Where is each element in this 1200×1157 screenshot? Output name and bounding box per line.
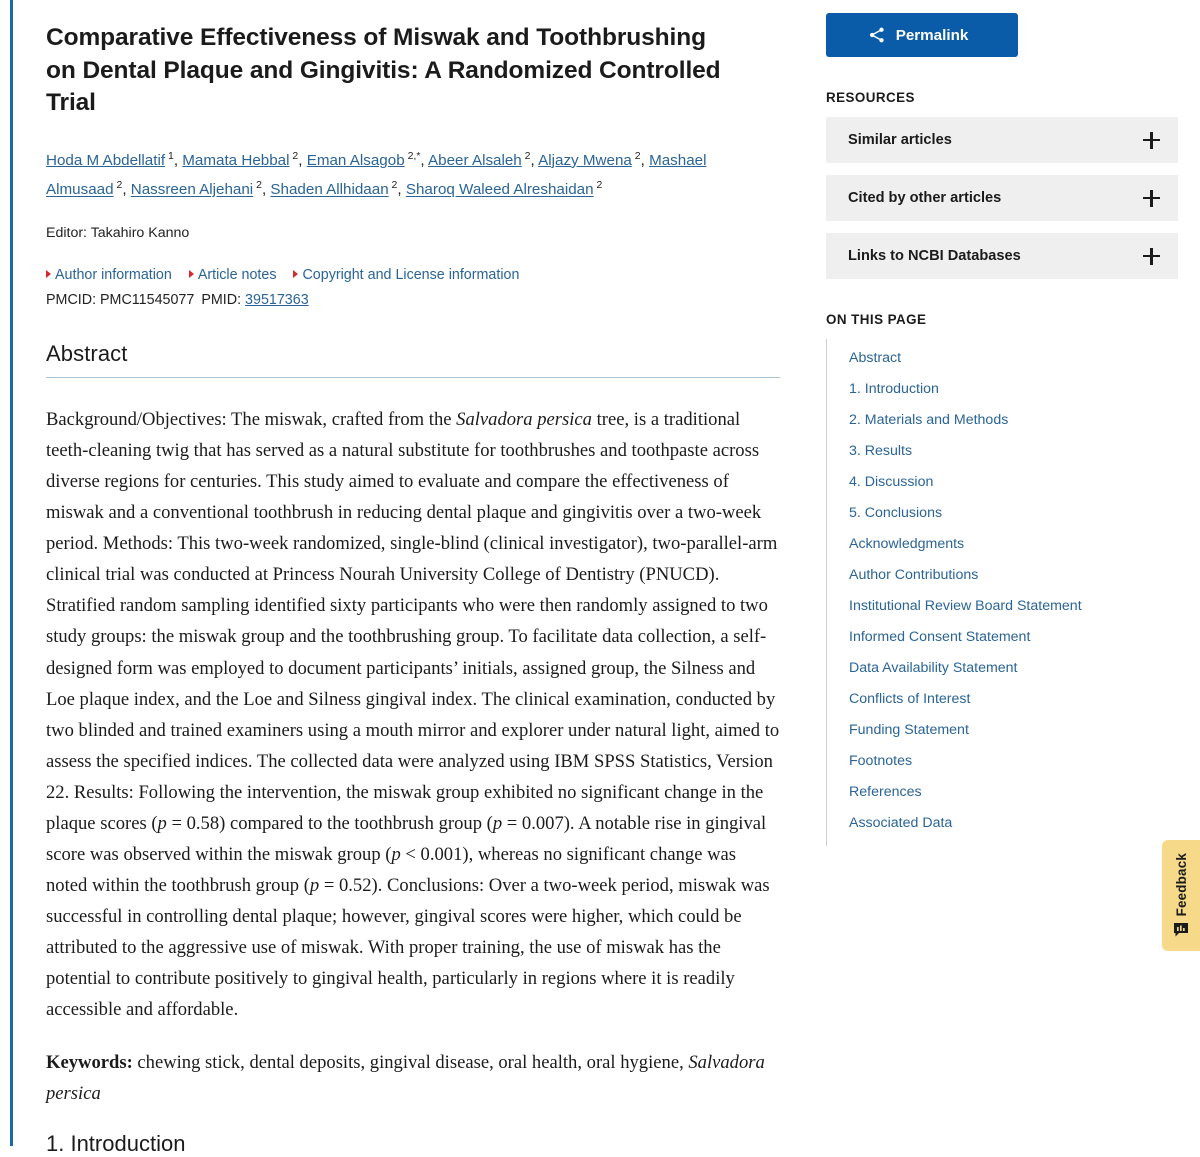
- triangle-right-icon: [46, 270, 51, 278]
- plus-icon: [1143, 132, 1160, 149]
- italic-text: p: [391, 843, 401, 865]
- article-sidebar: [810, 0, 1200, 1146]
- keywords-italic-term: Salvadora persica: [46, 1052, 765, 1105]
- on-this-page-link[interactable]: 2. Materials and Methods: [849, 412, 1009, 429]
- italic-text: p: [157, 812, 167, 834]
- on-this-page-label: ON THIS PAGE: [826, 312, 927, 327]
- feedback-tab[interactable]: [1162, 840, 1200, 951]
- author-affiliation-marker: 2: [253, 179, 262, 192]
- editor-line: Editor: Takahiro Kanno: [46, 225, 190, 242]
- on-this-page-link[interactable]: References: [849, 784, 922, 801]
- on-this-page-link[interactable]: 4. Discussion: [849, 474, 934, 491]
- accordion-cited-by-other-articles-label: Cited by other articles: [848, 190, 1002, 206]
- on-this-page-link[interactable]: Author Contributions: [849, 567, 979, 584]
- author-affiliation-marker: 2,*: [404, 149, 421, 162]
- expand-author-information[interactable]: [46, 267, 172, 283]
- author-link[interactable]: Nassreen Aljehani: [130, 181, 254, 199]
- chart-comment-icon: [1173, 922, 1189, 938]
- author-link[interactable]: Shaden Allhidaan: [270, 181, 389, 199]
- author-link[interactable]: Sharoq Waleed Alreshaidan: [405, 181, 594, 199]
- abstract-paragraph: Background/Objectives: The miswak, crafted from the Salvadora persica tree, is a traditional teeth-cleaning twig that has served as a natural substitute for toothbrushes and toothpaste across diverse regions for centuries. This study aimed to evaluate and compare the effectiveness of miswak and a conventional toothbrush in reducing dental plaque and gingivitis over a two-week period. Methods: This two-week randomized, single-blind (clinical investigator), two-parallel-arm clinical trial was conducted at Princess Nourah University College of Dentistry (PNUCD). Stratified random sampling identified sixty participants who were then randomly assigned to two study groups: the miswak group and the toothbrushing group. To facilitate data collection, a self-designed form was employed to document participants’ initials, assigned group, the Silness and Loe plaque index, and the Loe and Silness gingival index. The clinical examination, conducted by two blinded and trained examiners using a mouth mirror and explorer under natural light, aimed to assess the specified indices. The collected data were analyzed using IBM SPSS Statistics, Version 22. Results: Following the intervention, the miswak group exhibited no significant change in the plaque scores (p = 0.58) compared to the toothbrush group (p = 0.007). A notable rise in gingival score was observed within the miswak group (p < 0.001), whereas no significant change was noted within the toothbrush group (p = 0.52). Conclusions: Over a two-week period, miswak was successful in controlling dental plaque; however, gingival scores were higher, which could be attributed to the aggressive use of miswak. With proper training, the use of miswak has the potential to contribute positively to gingival health, particularly in regions where it is readily accessible and affordable.: [46, 409, 780, 1021]
- expand-article-notes-label: Article notes: [197, 267, 277, 284]
- keywords-label: Keywords:: [46, 1052, 133, 1074]
- accordion-links-to-ncbi-databases-label: Links to NCBI Databases: [848, 248, 1021, 264]
- on-this-page-link[interactable]: Abstract: [849, 350, 902, 366]
- on-this-page-link[interactable]: 1. Introduction: [849, 381, 939, 398]
- pmcid-value: PMCID: PMC11545077: [46, 292, 195, 309]
- author-list: Hoda M Abdellatif $^1$, Mamata Hebbal $^2$, Eman Alsagob $^{2,*}$, Abeer Alsaleh $^2$, Aljazy Mwena $^2$, Mashael Almusaad $^2$, Nassreen Aljehani $^2$, Shaden Allhidaan $^2$, Sharoq Waleed Alreshaidan $^2$: [46, 149, 707, 199]
- author-affiliation-marker: 2: [388, 179, 398, 192]
- on-this-page-link[interactable]: Footnotes: [849, 753, 913, 770]
- author-link[interactable]: Mamata Hebbal: [182, 151, 290, 169]
- abstract-heading-rule: [46, 377, 780, 378]
- accordion-cited-by-other-articles[interactable]: [826, 175, 1178, 221]
- author-affiliation-marker: 2: [631, 149, 641, 162]
- author-affiliation-marker: 2: [593, 179, 603, 192]
- resources-accordion: [826, 117, 1168, 279]
- on-this-page-link[interactable]: 5. Conclusions: [849, 505, 943, 522]
- on-this-page-link[interactable]: 3. Results: [849, 443, 913, 460]
- on-this-page-link[interactable]: Acknowledgments: [849, 536, 965, 553]
- author-affiliation-marker: 2: [521, 149, 531, 162]
- expand-copyright-license[interactable]: [293, 267, 519, 283]
- permalink-button-label: Permalink: [895, 26, 969, 44]
- plus-icon: [1143, 190, 1160, 207]
- triangle-right-icon: [189, 270, 194, 278]
- triangle-right-icon: [293, 270, 298, 278]
- accordion-similar-articles-label: Similar articles: [848, 132, 952, 148]
- on-this-page-link[interactable]: Data Availability Statement: [849, 660, 1018, 677]
- expand-article-notes[interactable]: [189, 267, 277, 283]
- on-this-page-link[interactable]: Associated Data: [849, 815, 953, 832]
- permalink-button[interactable]: [826, 13, 1018, 57]
- author-link[interactable]: Mashael Almusaad: [46, 151, 707, 199]
- expand-links-row: [46, 267, 780, 283]
- introduction-heading: 1. Introduction: [46, 1131, 186, 1157]
- italic-text: Salvadora persica: [456, 409, 592, 431]
- share-icon: [868, 26, 886, 44]
- on-this-page-link[interactable]: Institutional Review Board Statement: [849, 598, 1082, 615]
- italic-text: p: [309, 874, 320, 896]
- abstract-heading: Abstract: [46, 341, 128, 367]
- pmid-label: PMID:: [201, 292, 242, 309]
- author-link[interactable]: Aljazy Mwena: [538, 151, 632, 169]
- on-this-page-link[interactable]: Informed Consent Statement: [849, 629, 1031, 646]
- author-affiliation-marker: 2: [113, 179, 123, 192]
- plus-icon: [1143, 248, 1160, 265]
- italic-text: p: [492, 812, 503, 834]
- on-this-page-nav: [826, 339, 1178, 846]
- keywords-paragraph: Keywords: chewing stick, dental deposits, gingival disease, oral health, oral hygiene, Salvadora persica: [46, 1052, 765, 1105]
- expand-copyright-license-label: Copyright and License information: [302, 267, 520, 284]
- on-this-page-link[interactable]: Conflicts of Interest: [849, 691, 971, 708]
- author-affiliation-marker: 2: [289, 149, 299, 162]
- author-affiliation-marker: 1: [165, 149, 174, 162]
- author-link[interactable]: Eman Alsagob: [306, 151, 405, 169]
- identifiers-line: [46, 292, 780, 308]
- accordion-similar-articles[interactable]: [826, 117, 1178, 163]
- on-this-page-link[interactable]: Funding Statement: [849, 722, 969, 739]
- feedback-tab-label: Feedback: [1173, 853, 1189, 917]
- abstract-body: [46, 404, 780, 1109]
- page-title: Comparative Effectiveness of Miswak and Toothbrushing on Dental Plaque and Gingivitis: A Randomized Controlled Trial: [46, 24, 721, 117]
- expand-author-information-label: Author information: [55, 267, 172, 284]
- resources-label: RESOURCES: [826, 90, 915, 105]
- author-link[interactable]: Hoda M Abdellatif: [46, 151, 166, 169]
- author-link[interactable]: Abeer Alsaleh: [428, 151, 522, 169]
- accordion-links-to-ncbi-databases[interactable]: [826, 233, 1178, 279]
- pmid-link[interactable]: 39517363: [245, 292, 309, 309]
